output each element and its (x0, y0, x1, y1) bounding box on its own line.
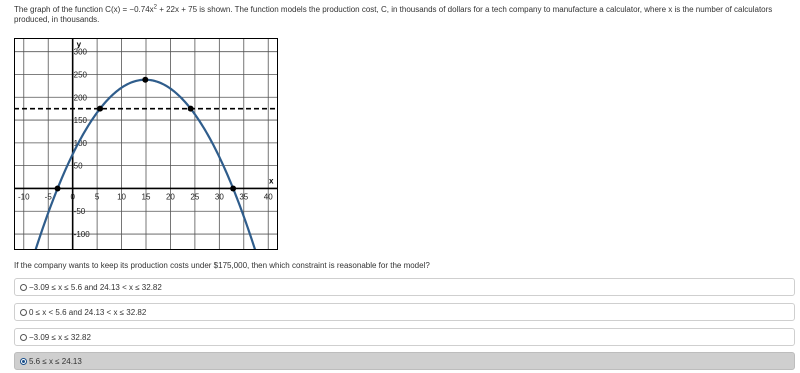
x-tick-label: 30 (214, 192, 224, 202)
x-tick-label: 25 (190, 192, 200, 202)
x-tick-label: 0 (70, 192, 75, 202)
graph-point (230, 185, 236, 191)
answer-option-2[interactable] (14, 303, 795, 321)
graph-point (55, 185, 61, 191)
x-tick-label: 35 (239, 192, 249, 202)
radio-button[interactable] (20, 358, 27, 365)
answer-option-1[interactable] (14, 278, 795, 296)
y-tick-label: -50 (73, 207, 86, 217)
answer-option-label: 0 ≤ x < 5.6 and 24.13 < x ≤ 32.82 (29, 307, 147, 317)
graph-point (97, 106, 103, 112)
answer-option-label: −3.09 ≤ x ≤ 5.6 and 24.13 < x ≤ 32.82 (29, 282, 162, 292)
question-text (14, 5, 794, 25)
y-tick-label: -100 (73, 230, 90, 240)
x-tick-label: 5 (94, 192, 100, 202)
y-tick-label: 200 (73, 93, 88, 103)
x-tick-label: -10 (17, 192, 30, 202)
answer-option-label: 5.6 ≤ x ≤ 24.13 (29, 356, 82, 366)
x-tick-label: 20 (165, 192, 175, 202)
question-exponent: 2 (153, 4, 157, 11)
x-axis-label: x (269, 176, 274, 186)
y-axis-label: y (76, 40, 82, 49)
x-tick-label: -5 (44, 192, 52, 202)
function-graph (14, 38, 278, 250)
radio-button[interactable] (20, 284, 27, 291)
question-prompt: If the company wants to keep its production costs under $175,000, then which constraint is reasonable for the model? (14, 261, 430, 270)
radio-button[interactable] (20, 334, 27, 341)
graph-point (188, 106, 194, 112)
question-part-2: + 22x + 75 is shown. The function models the production cost, C, in thousands of dollars for a tech company to manufacture a calculator, where x is the number of calculators produced, in thousands. (14, 5, 773, 24)
graph-point (142, 77, 148, 83)
answer-option-3[interactable] (14, 328, 795, 346)
y-tick-label: 50 (73, 161, 83, 171)
y-tick-label: 100 (73, 138, 88, 148)
y-tick-label: 150 (73, 116, 88, 126)
answer-option-label: −3.09 ≤ x ≤ 32.82 (29, 332, 91, 342)
x-tick-label: 40 (263, 192, 273, 202)
question-part-1: The graph of the function C(x) = −0.74x (14, 5, 154, 14)
y-tick-label: 250 (73, 70, 88, 80)
answer-option-4[interactable] (14, 352, 795, 370)
x-tick-label: 15 (141, 192, 151, 202)
y-tick-label: 300 (73, 47, 88, 57)
radio-button[interactable] (20, 309, 27, 316)
graph-svg (14, 38, 278, 250)
x-tick-label: 10 (117, 192, 127, 202)
